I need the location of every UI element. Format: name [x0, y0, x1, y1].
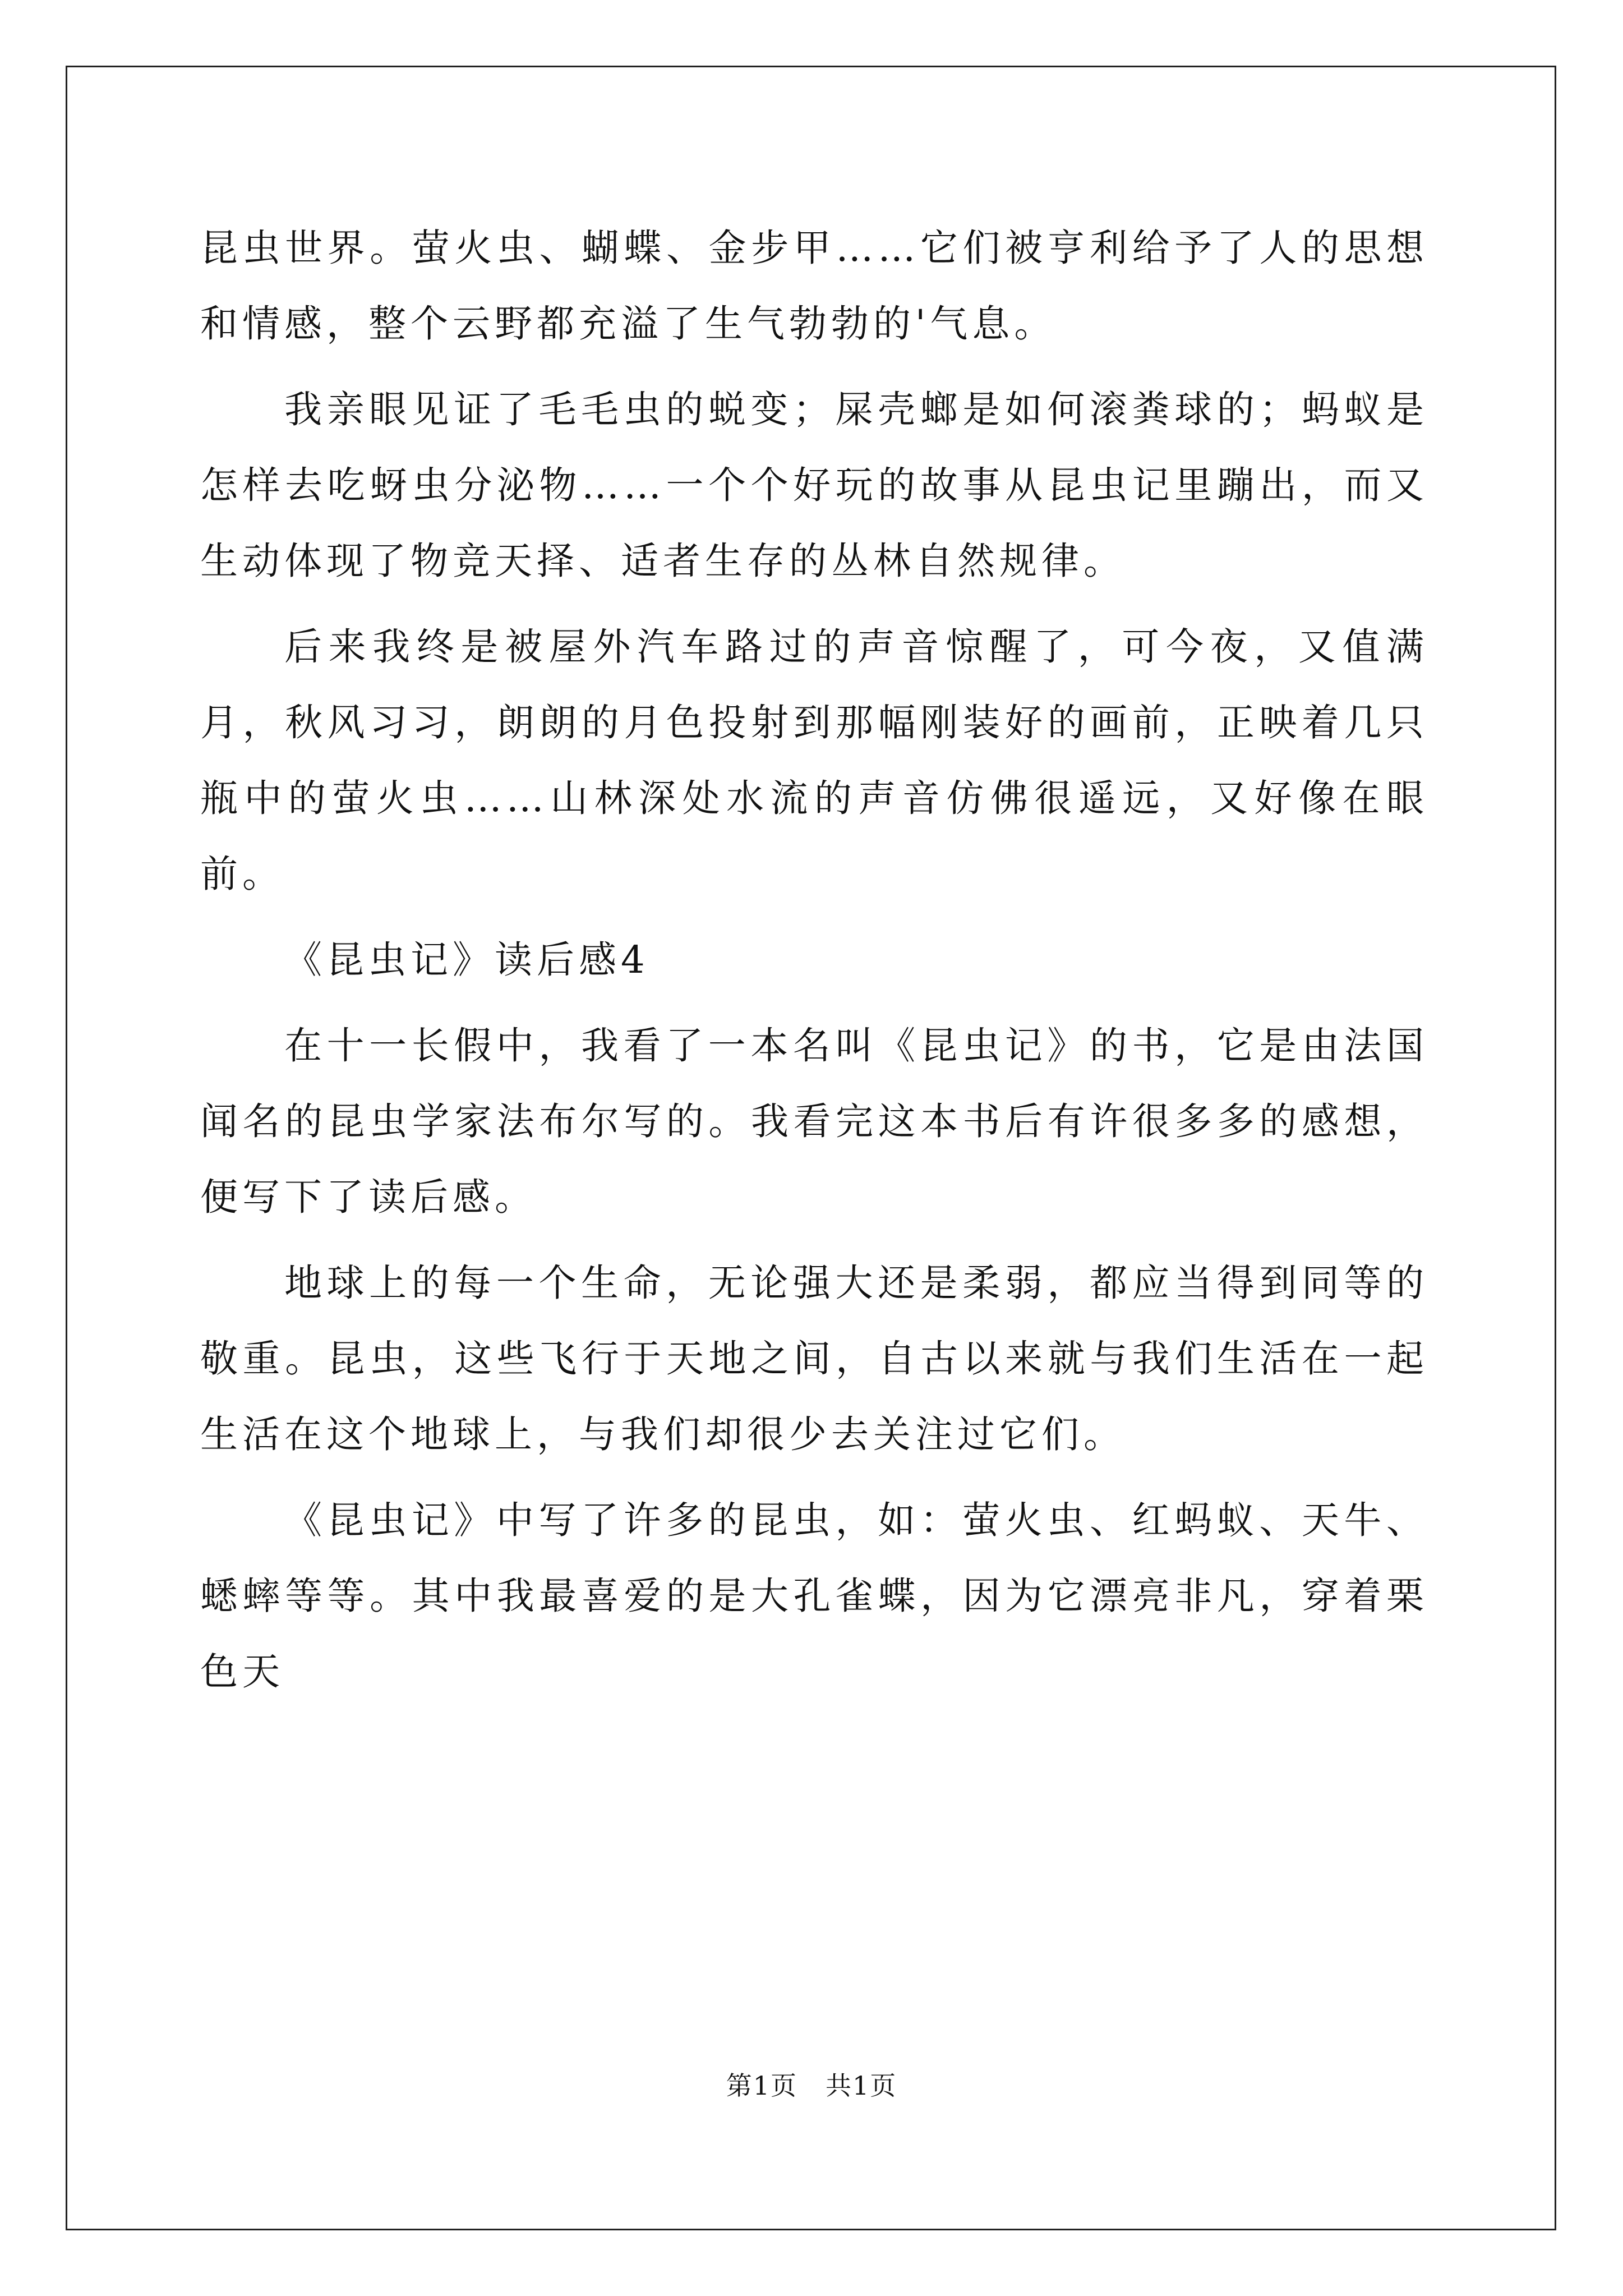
paragraph: 在十一长假中，我看了一本名叫《昆虫记》的书，它是由法国闻名的昆虫学家法布尔写的。我看完这本书后有许很多多的感想，便写下了读后感。	[200, 1024, 1428, 1219]
paragraph: 地球上的每一个生命，无论强大还是柔弱，都应当得到同等的敬重。昆虫，这些飞行于天地之间，自古以来就与我们生活在一起生活在这个地球上，与我们却很少去关注过它们。	[200, 1261, 1428, 1456]
page-number: 第1页	[726, 2070, 798, 2101]
paragraph: 我亲眼见证了毛毛虫的蜕变；屎壳螂是如何滚粪球的；蚂蚁是怎样去吃蚜虫分泌物……一个个好玩的故事从昆虫记里蹦出，而又生动体现了物竞天择、适者生存的丛林自然规律。	[200, 388, 1428, 583]
page-footer	[0, 2069, 1623, 2102]
section-heading: 《昆虫记》读后感4	[284, 938, 649, 982]
document-body	[200, 210, 1428, 1710]
paragraph: 《昆虫记》中写了许多的昆虫，如：萤火虫、红蚂蚁、天牛、蟋蟀等等。其中我最喜爱的是大孔雀蝶，因为它漂亮非凡，穿着栗色天	[200, 1498, 1428, 1694]
page-total: 共1页	[825, 2070, 897, 2101]
paragraph-continuation: 昆虫世界。萤火虫、蝴蝶、金步甲……它们被亨利给予了人的思想和情感，整个云野都充溢了生气勃勃的'气息。	[200, 226, 1428, 346]
paragraph: 后来我终是被屋外汽车路过的声音惊醒了，可今夜，又值满月，秋风习习，朗朗的月色投射到那幅刚装好的画前，正映着几只瓶中的萤火虫……山林深处水流的声音仿佛很遥远，又好像在眼前。	[200, 625, 1428, 896]
